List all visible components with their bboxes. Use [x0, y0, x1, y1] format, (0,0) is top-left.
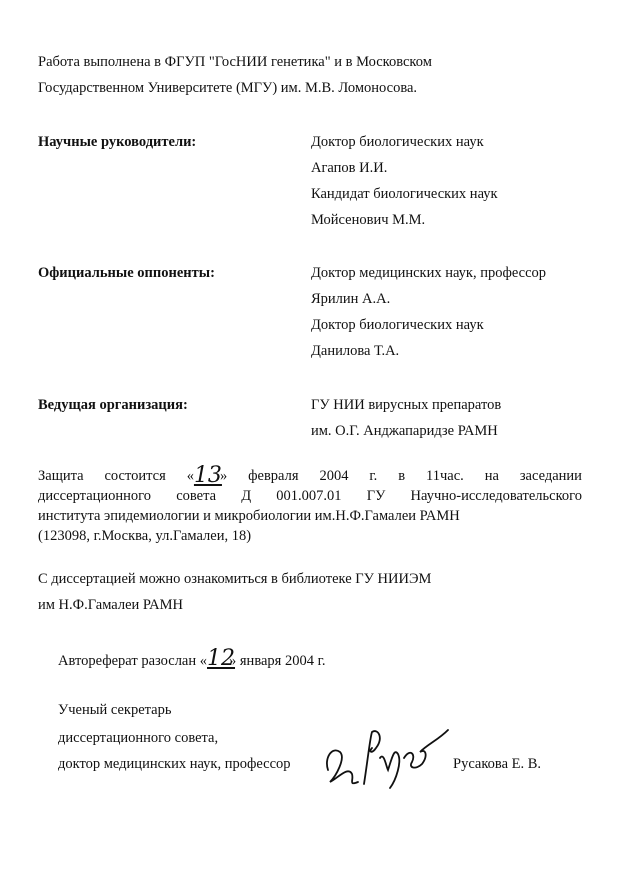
defense-word: февраля: [248, 468, 299, 484]
opponents-label: Официальные оппоненты:: [38, 265, 215, 281]
quote-close: »: [219, 468, 228, 484]
handwritten-day: 12: [207, 646, 236, 671]
supervisor-line: Агапов И.И.: [311, 160, 388, 176]
intro-line-1: Работа выполнена в ФГУП "ГосНИИ генетика" и в Московском: [38, 54, 432, 70]
mailing-suffix: » января 2004 г.: [229, 653, 326, 669]
defense-word: заседании: [519, 468, 582, 484]
defense-word: 001.007.01: [276, 488, 342, 504]
intro-line-2: Государственном Университете (МГУ) им. М.В. Ломоносова.: [38, 80, 418, 96]
handwritten-day: 13: [193, 463, 222, 488]
defense-word: состоится: [104, 468, 166, 484]
defense-word: Научно-исследовательского: [410, 488, 582, 504]
opponent-line: Доктор медицинских наук, профессор: [311, 265, 547, 281]
defense-line-2: [38, 487, 582, 505]
defense-date-field: [186, 463, 228, 488]
defense-line-4: (123098, г.Москва, ул.Гамалеи, 18): [38, 528, 252, 544]
defense-word: на: [484, 468, 499, 484]
mailing-prefix: Автореферат разослан «: [58, 653, 208, 669]
defense-word: Защита: [38, 468, 84, 484]
lead-org-line: ГУ НИИ вирусных препаратов: [311, 397, 502, 413]
defense-word: в: [398, 468, 406, 484]
defense-word: совета: [176, 488, 217, 504]
defense-word: 11час.: [426, 468, 464, 484]
defense-word: диссертационного: [38, 488, 152, 504]
supervisor-line: Доктор биологических наук: [311, 134, 484, 150]
quote-open: «: [186, 468, 194, 484]
signature-image: [318, 718, 458, 800]
opponent-line: Ярилин А.А.: [311, 291, 391, 307]
supervisor-line: Кандидат биологических наук: [311, 186, 498, 202]
opponent-line: Данилова Т.А.: [311, 343, 400, 359]
opponent-line: Доктор биологических наук: [311, 317, 484, 333]
defense-line-1: [38, 463, 582, 488]
secretary-line-1: Ученый секретарь: [58, 702, 172, 718]
mailing-line: [58, 648, 326, 670]
lead-org-line: им. О.Г. Анджапаридзе РАМН: [311, 423, 498, 439]
library-line-2: им Н.Ф.Гамалеи РАМН: [38, 597, 183, 613]
defense-word: ГУ: [366, 488, 386, 504]
defense-word: Д: [241, 488, 252, 504]
supervisor-line: Мойсенович М.М.: [311, 212, 426, 228]
defense-word: г.: [369, 468, 378, 484]
defense-word: 2004: [319, 468, 349, 484]
defense-line-3: института эпидемиологии и микробиологии им.Н.Ф.Гамалеи РАМН: [38, 508, 460, 524]
secretary-line-2: диссертационного совета,: [58, 730, 219, 746]
secretary-name: Русакова Е. В.: [453, 756, 542, 772]
lead-org-label: Ведущая организация:: [38, 397, 188, 413]
secretary-line-3: доктор медицинских наук, профессор: [58, 756, 291, 772]
supervisors-label: Научные руководители:: [38, 134, 197, 150]
library-line-1: С диссертацией можно ознакомиться в библиотеке ГУ НИИЭМ: [38, 571, 432, 587]
